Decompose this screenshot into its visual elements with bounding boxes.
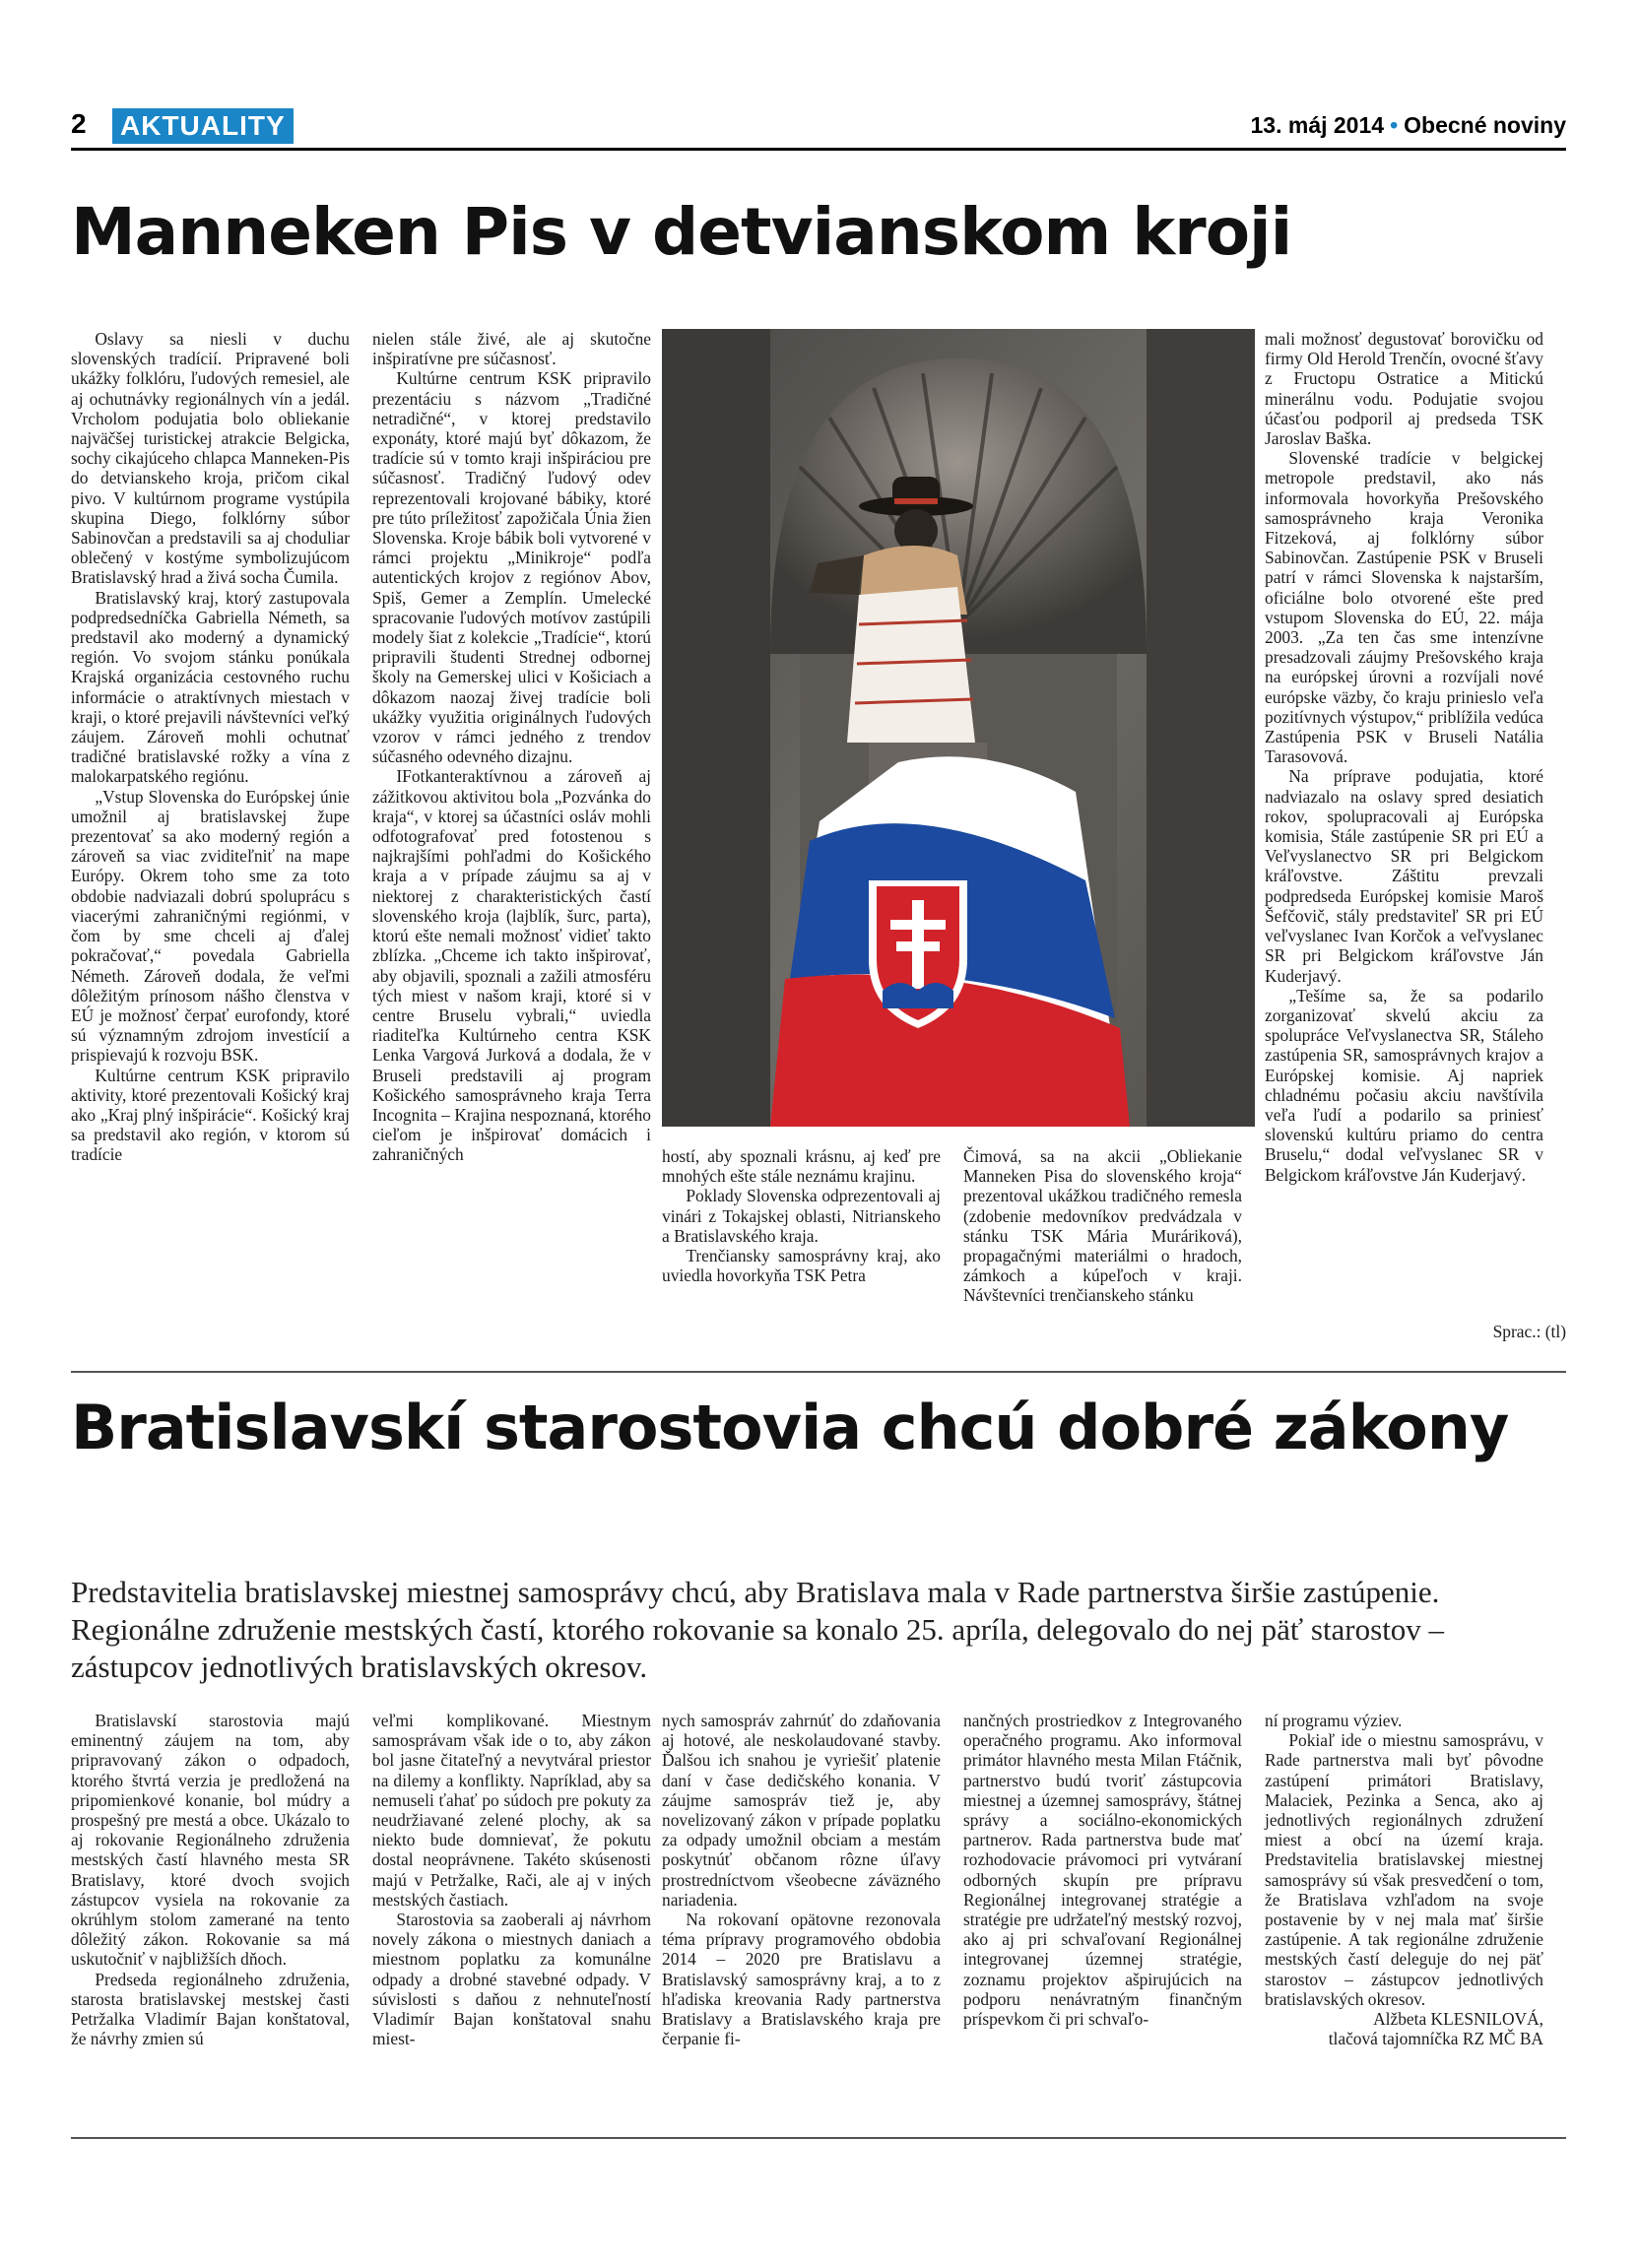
paragraph: Bratislavský kraj, ktorý zastupovala podpredsedníčka Gabriella Németh, sa predstavil ako moderný a dynamický región. Vo svojom stánku ponúkala Krajská organizácia cestovného ruchu informácie o atraktívnych miestach v kraji, o ktoré prejavili návštevníci veľký záujem. Zároveň mohli ochutnať tradičné bratislavské rožky a vína z malokarpatského regiónu. [71,587,350,787]
article1-column-5 [1265,329,1543,1185]
section-divider [71,1371,1566,1373]
paragraph: hostí, aby spoznali krásnu, aj keď pre mnohých ešte stále neznámu krajinu. [662,1146,941,1187]
section-label: AKTUALITY [112,108,294,144]
paragraph: Na rokovaní opätovne rezonovala téma prípravy programového obdobia 2014 – 2020 pre Bratislavu a Bratislavský samosprávny kraj, a to z hľadiska kreovania Rady partnerstva Bratislavy a Bratislavského kraja pre čerpanie fi- [662,1910,941,2049]
paragraph: ní programu výziev. [1265,1711,1403,1730]
newspaper-name: Obecné noviny [1404,112,1566,138]
issue-info [1251,112,1567,139]
paragraph: IFotkanteraktívnou a zároveň aj zážitkovou aktivitou bola „Pozvánka do kraja“, v ktorej sa účastníci osláv mohli odfotografovať pred fotostenou s najkrajšími pohľadmi do Košického kraja a v prípade záujmu sa aj v niektorej z charakteristických častí slovenského kroja (lajblík, šurc, parta), ktorú ešte nemali možnosť vidieť takto zblízka. „Chceme ich takto inšpirovať, aby objavili, spoznali a zažili atmosféru tých miest v našom kraji, ktoré si v centre Bruselu vybrali,“ uviedla riaditeľka Kultúrneho centra KSK Lenka Vargová Jurková a dodala, že v Bruseli predstavili aj program Košického samosprávneho kraja Terra Incognita – Krajina nespoznaná, ktorého cieľom je inšpirovať domácich i zahraničných [372,766,651,1165]
manneken-pis-photo [662,329,1255,1127]
paragraph: nych samospráv zahrnúť do zdaňovania aj hotové, ale neskolaudované stavby. Ďalšou ich snahou je vyriešiť platenie daní v čase dedičského konania. V záujme samospráv tiež je, aby novelizovaný zákon v prípade poplatku za odpady umožnil obciam a mestám poskytnúť občanom rôzne úľavy prostredníctvom všeobecne záväzného nariadenia. [662,1711,941,1910]
paragraph: Starostovia sa zaoberali aj návrhom novely zákona o miestnych daniach a miestnom poplatku za komunálne odpady a drobné stavebné odpady. V súvislosti s daňou z nehnuteľností Vladimír Bajan konštatoval snahu miest- [372,1910,651,2049]
paragraph: Slovenské tradície v belgickej metropole predstavil, ako nás informovala hovorkyňa Prešovského samosprávneho kraja Veronika Fitzeková, aj folklórny súbor Sabinovčan. Zastúpenie PSK v Bruseli patrí v rámci Slovenska k najstarším, oficiálne bolo otvorené ešte pred vstupom Slovenska do EÚ, 22. mája 2003. „Za ten čas sme intenzívne presadzovali záujmy Prešovského kraja na európskej úrovni a rozvíjali nové európske väzby, čo kraju prinieslo veľa pozitívnych výstupov,“ priblížila vedúca Zastúpenia PSK v Bruseli Natália Tarasovová. [1265,448,1543,767]
paragraph: Bratislavskí starostovia majú eminentný záujem na tom, aby pripravovaný zákon o odpadoch, ktorého štvrtá verzia je predložená na pripomienkové konanie, bol múdry a prospešný pre mestá a obce. Ukázalo to aj rokovanie Regionálneho združenia mestských častí hlavného mesta SR Bratislavy, ktoré dvoch svojich zástupcov vysiela na rokovanie za okrúhlym stolom zamerané na tento dôležitý zákon. Rokovanie sa má uskutočniť v najbližších dňoch. [71,1711,350,1970]
article2-column-5 [1265,1711,1543,2048]
page-number: 2 [71,108,87,139]
paragraph: „Vstup Slovenska do Európskej únie umožnil aj bratislavskej župe prezentovať sa ako moderný región a zároveň sa viac zviditeľniť na mape Európy. Okrem toho sme za toto obdobie nadviazali dobrú spoluprácu s viacerými zahraničnými regiónmi, v čom by sme chceli aj ďalej pokračovať,“ povedala Gabriella Németh. Zároveň dodala, že veľmi dôležitým prínosom nášho členstva v EÚ je možnosť čerpať eurofondy, ktoré sú významným zdrojom investícií a prispievajú k rozvoju BSK. [71,786,350,1066]
paragraph: Na príprave podujatia, ktoré nadviazalo na oslavy spred desiatich rokov, spolupracovali aj Európska komisia, Stále zastúpenie SR pri EÚ a Veľvyslanectvo SR pri Belgickom kráľovstve. Záštitu prevzali podpredseda Európskej komisie Maroš Šefčovič, stály predstaviteľ SR pri EÚ veľvyslanec Ivan Korčok a veľvyslanec SR pri Belgickom kráľovstve Ján Kuderjavý. [1265,766,1543,986]
article1-column-2 [372,329,651,1165]
article2-column-4 [963,1711,1242,2029]
paragraph: Trenčiansky samosprávny kraj, ako uviedla hovorkyňa TSK Petra [662,1246,941,1286]
article1-column-4 [963,1146,1242,1306]
article2-lead: Predstavitelia bratislavskej miestnej samosprávy chcú, aby Bratislava mala v Rade partnerstva širšie zastúpenie. Regionálne združenie mestských častí, ktorého rokovanie sa konalo 25. apríla, delegovalo do nej päť starostov – zástupcov jednotlivých bratislavských okresov. [71,1575,1445,1684]
article2-column-1 [71,1711,350,2048]
paragraph: Oslavy sa niesli v duchu slovenských tradícií. Pripravené boli ukážky folklóru, ľudových remesiel, ale aj ochutnávky regionálnych vín a jedál. Vrcholom podujatia bolo obliekanie najväčšej turistickej atrakcie Belgicka, sochy cikajúceho chlapca Manneken-Pis do detvianskeho kroja, pričom cikal pivo. V kultúrnom programe vystúpila skupina Diego, folklórny súbor Sabinovčan a predstavili sa aj choduliar oblečený v kostýme symbolizujúcom Bratislavský hrad a živá socha Čumila. [71,329,350,588]
article2-column-2 [372,1711,651,2048]
paragraph: „Tešíme sa, že sa podarilo zorganizovať skvelú akciu za spolupráce Veľvyslanectva SR, Stáleho zastúpenia SR, samosprávnych krajov a Európskej komisie. Aj napriek chladnému počasiu akciu navštívila veľa ľudí a podarilo sa priniesť slovenskú kultúru priamo do centra Bruselu,“ dodal veľvyslanec SR v Belgickom kráľovstve Ján Kuderjavý. [1265,985,1543,1185]
paragraph: Poklady Slovenska odprezentovali aj vinári z Tokajskej oblasti, Nitrianskeho a Bratislavského kraja. [662,1186,941,1246]
paragraph: Kultúrne centrum KSK pripravilo aktivity, ktoré prezentovali Košický kraj ako „Kraj plný inšpirácie“. Košický kraj sa predstavil ako región, v ktorom sú tradície [71,1065,350,1165]
paragraph: tlačová tajomníčka RZ MČ BA [1328,2029,1543,2049]
article2-column-3 [662,1711,941,2048]
paragraph: nielen stále živé, ale aj skutočne inšpiratívne pre súčasnosť. [372,329,651,369]
paragraph: Predseda regionálneho združenia, starosta bratislavskej mestskej časti Petržalka Vladimír Bajan konštatoval, že návrhy zmien sú [71,1969,350,2049]
article1-column-3 [662,1146,941,1285]
article1-signature: Sprac.: (tl) [1492,1322,1566,1341]
bottom-rule [71,2137,1566,2139]
paragraph: nančných prostriedkov z Integrovaného operačného programu. Ako informoval primátor hlavného mesta Milan Ftáčnik, partnerstvo budú tvoriť zástupcovia miestnej a územnej samosprávy, štátnej správy a sociálno-ekonomických partnerov. Rada partnerstva bude mať rozhodovacie právomoci pri vytváraní odborných skupín pre prípravu Regionálnej integrovanej stratégie a stratégie pre udržateľný mestský rozvoj, ako aj pri schvaľovaní Regionálnej integrovanej územnej stratégie, zoznamu projektov ašpirujúcich na podporu nenávratným finančným príspevkom či pri schvaľo- [963,1711,1242,2030]
article1-headline: Manneken Pis v detvianskom kroji [71,194,1292,270]
paragraph: Alžbeta KLESNILOVÁ, [1373,2009,1543,2030]
issue-bullet: • [1390,112,1399,138]
page-header [71,106,1566,148]
paragraph: mali možnosť degustovať borovičku od firmy Old Herold Trenčín, ovocné šťavy z Fructopu Ostratice a Mitickú minerálnu vodu. Podujatie svojou účasťou podporil aj predseda TSK Jaroslav Baška. [1265,329,1543,449]
paragraph: Kultúrne centrum KSK pripravilo prezentáciu s názvom „Tradičné netradičné“, v ktorej predstavilo exponáty, ktoré majú byť dôkazom, že tradície sú v tomto kraji inšpiráciou pre súčasnosť. Tradičný ľudový odev reprezentovali krojované bábiky, ktoré pre túto príležitosť zapožičala Únia žien Slovenska. Kroje bábik boli vytvorené v rámci projektu „Minikroje“ podľa autentických krojov z regiónov Abov, Spiš, Gemer a Zemplín. Umelecké spracovanie ľudových motívov zastúpili modely šiat z kolekcie „Tradície“, ktorú pripravili študenti Strednej odbornej školy na Gemerskej ulici v Košiciach a dôkazom naozaj živej tradície boli ukážky využitia originálnych ľudových vzorov v rámci jedného z trendov súčasného odevného dizajnu. [372,368,651,767]
issue-date: 13. máj 2014 [1250,112,1385,138]
paragraph: veľmi komplikované. Miestnym samosprávam však ide o to, aby zákon bol jasne čitateľný a nevytváral priestor na dilemy a konflikty. Napríklad, aby sa nemuseli ťahať po súdoch pre pokuty za neudržiavané zelené plochy, ak sa niekto bude domnievať, že pokutu dostal neoprávnene. Takéto skúsenosti majú v Petržalke, Rači, ale aj v iných mestských častiach. [372,1711,651,1910]
header-rule [71,148,1566,151]
paragraph: Čimová, sa na akcii „Obliekanie Manneken Pisa do slovenského kroja“ prezentoval ukážkou tradičného remesla (zdobenie medovníkov predvádzala v stánku TSK Mária Muráriková), propagačnými materiálmi o hradoch, zámkoch a kúpeľoch v kraji. Návštevníci trenčianskeho stánku [963,1146,1242,1306]
article1-column-1 [71,329,350,1165]
paragraph: Pokiaľ ide o miestnu samosprávu, v Rade partnerstva mali byť pôvodne zastúpení primátori Bratislavy, Malaciek, Pezinka a Senca, ako aj jednotlivých regionálnych združení miest a obcí na území kraja. Predstavitelia bratislavskej miestnej samosprávy sú však presvedčení o tom, že Bratislava vzhľadom na svoje postavenie by v nej mala mať širšie zastúpenie. A tak regionálne združenie mestských častí deleguje do nej päť starostov – zástupcov jednotlivých bratislavských okresov. [1265,1730,1543,2009]
article2-headline: Bratislavskí starostovia chcú dobré zákony [71,1392,1509,1463]
article1-photo [662,329,1255,1127]
